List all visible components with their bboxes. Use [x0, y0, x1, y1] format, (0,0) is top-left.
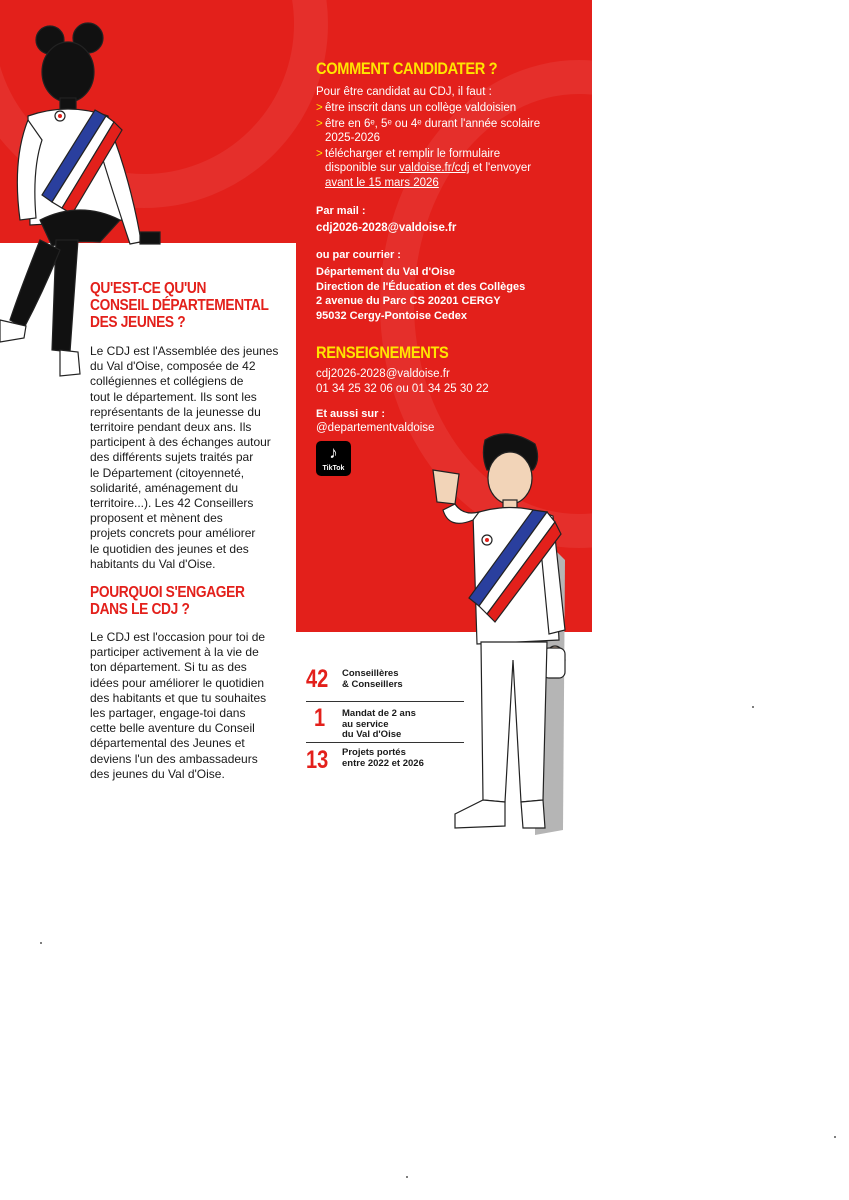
- scan-speck: [752, 706, 754, 708]
- section2-title: POURQUOI S'ENGAGER DANS LE CDJ ?: [90, 584, 245, 618]
- stat-divider: [306, 742, 464, 743]
- stat-number: 1: [314, 704, 326, 732]
- post-label: ou par courrier :: [316, 249, 401, 261]
- info-phones: 01 34 25 32 06 ou 01 34 25 30 22: [316, 383, 489, 395]
- tiktok-logo[interactable]: [316, 441, 351, 476]
- apply-intro: Pour être candidat au CDJ, il faut :: [316, 86, 492, 98]
- requirements-list: [316, 101, 582, 191]
- requirement-item: > être inscrit dans un collège valdoisien: [316, 102, 517, 114]
- scan-speck: [834, 1136, 836, 1138]
- form-link[interactable]: valdoise.fr/cdj: [399, 162, 470, 174]
- mail-label: Par mail :: [316, 205, 366, 217]
- stat-number: 42: [306, 665, 329, 693]
- apply-title: COMMENT CANDIDATER ?: [316, 59, 498, 78]
- mail-address[interactable]: cdj2026-2028@valdoise.fr: [316, 222, 457, 234]
- stat-label: Projets portés entre 2022 et 2026: [342, 747, 424, 769]
- info-title: RENSEIGNEMENTS: [316, 343, 449, 362]
- section2-body: Le CDJ est l'occasion pour toi de participer activement à la vie de ton département. Si tu as des idées pour améliorer le quotidien des habitants et que tu souhaites les partager, engage-toi dans cette belle aventure du Conseil départemental des Jeunes et deviens l'un des ambassadeurs des jeunes du Val d'Oise.: [90, 630, 267, 781]
- stat-label: Mandat de 2 ans au service du Val d'Oise: [342, 708, 416, 740]
- post-address: Département du Val d'Oise Direction de l'Éducation et des Collèges 2 avenue du Parc CS 20201 CERGY 95032 Cergy-Pontoise Cedex: [316, 266, 526, 322]
- stat-divider: [306, 701, 464, 702]
- section1-title: QU'EST-CE QU'UN CONSEIL DÉPARTEMENTAL DES JEUNES ?: [90, 280, 269, 331]
- info-email[interactable]: cdj2026-2028@valdoise.fr: [316, 368, 450, 380]
- section1-body: Le CDJ est l'Assemblée des jeunes du Val d'Oise, composée de 42 collégiennes et collégiens de tout le département. Ils sont les représentants de la jeunesse du territoire pendant deux ans. Ils participent à des échanges autour des différents sujets traités par le Département (citoyenneté, solidarité, aménagement du territoire...). Les 42 Conseillers proposent et mènent des projets concrets pour améliorer le quotidien des jeunes et des habitants du Val d'Oise.: [90, 344, 279, 571]
- tiktok-icon: ♪: [329, 443, 338, 462]
- social-handle[interactable]: @departementvaldoise: [316, 422, 435, 434]
- requirement-item: > être en 6ᵉ, 5ᵉ ou 4ᵉ durant l'année scolaire 2025-2026: [316, 117, 541, 144]
- boy-illustration: [425, 430, 575, 843]
- tiktok-label: TikTok: [322, 465, 345, 472]
- girl-illustration: [0, 20, 170, 400]
- cdj-flyer: [0, 0, 592, 843]
- stat-number: 13: [306, 746, 329, 774]
- scan-speck: [40, 942, 42, 944]
- social-label: Et aussi sur :: [316, 408, 386, 420]
- requirement-item: > télécharger et remplir le formulaire disponible sur valdoise.fr/cdj et l'envoyer avant le 15 mars 2026: [316, 147, 532, 189]
- stat-label: Conseillères & Conseillers: [342, 668, 403, 690]
- scan-speck: [406, 1176, 408, 1178]
